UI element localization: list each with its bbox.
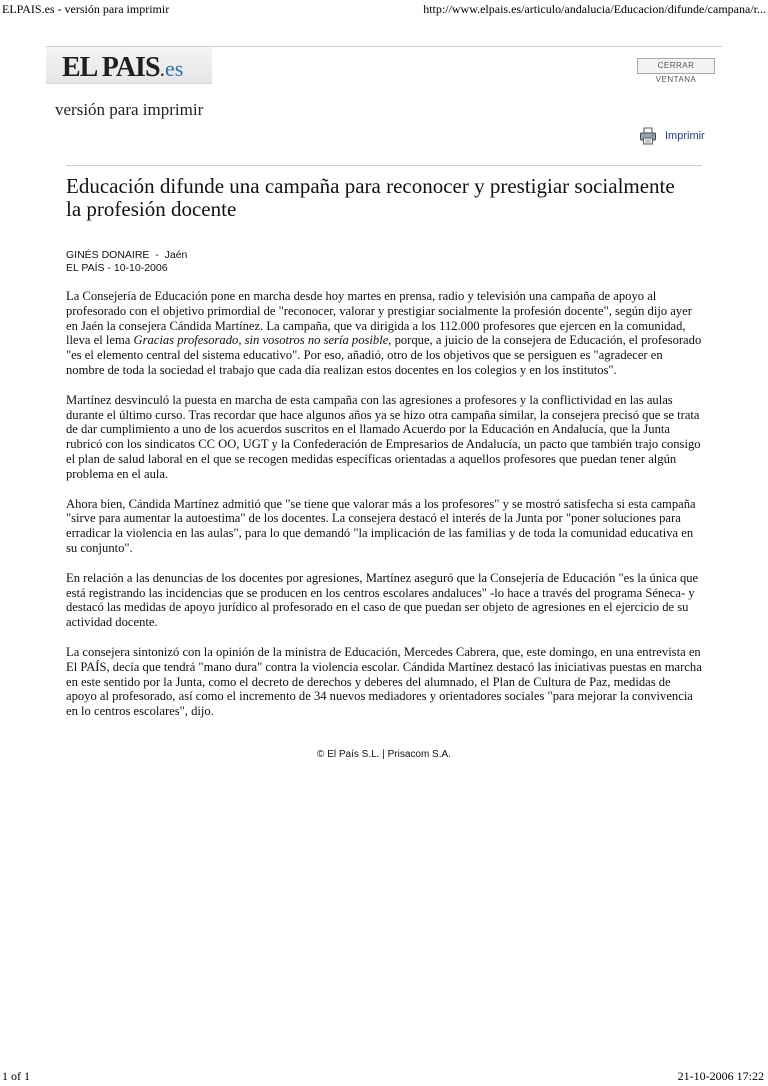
- paragraph-2: Martínez desvinculó la puesta en marcha de esta campaña con las agresiones a profesores y la conflictividad en las aulas durante el último curso. Tras recordar que hace algunos años ya se hizo otra campaña similar, la consejera precisó que se trata de dar cumplimiento a uno de los acuerdos suscritos en el llamado Acuerdo por la Educación en Andalucía, que la Junta rubricó con los sindicatos CC OO, UGT y la Confederación de Empresarios de Andalucía, un pacto que también trajo consigo el plan de salud laboral en el que se recogen medidas específicas orientadas a aquellos profesores que puedan tener algún problema en el aula.: [66, 392, 701, 481]
- page-count: 1 of 1: [2, 1069, 30, 1083]
- print-version-label: versión para imprimir: [55, 100, 204, 119]
- print-header-url: http://www.elpais.es/articulo/andalucia/Educacion/difunde/campana/r...: [423, 2, 766, 16]
- print-link-label: Imprimir: [665, 130, 705, 142]
- elpais-logo[interactable]: [62, 52, 183, 84]
- logo-dot: .: [159, 56, 166, 81]
- print-footer: [0, 1068, 768, 1086]
- print-header-title: ELPAIS.es - versión para imprimir: [2, 2, 170, 16]
- logo-main: EL PAIS: [62, 52, 160, 83]
- paragraph-1: [66, 289, 702, 378]
- author: GINÉS DONAIRE: [66, 249, 150, 261]
- logo-banner: [46, 47, 212, 84]
- copyright-notice: © El País S.L. | Prisacom S.A.: [317, 749, 451, 760]
- print-header: [0, 0, 768, 20]
- paragraph-5: La consejera sintonizó con la opinión de la ministra de Educación, Mercedes Cabrera, que, este domingo, en una entrevista en El PAÍS, decía que tendrá "mano dura" contra la violencia escolar. Cándida Martínez destacó las iniciativas puestas en marcha en este sentido por la Junta, como el decreto de derechos y deberes del alumnado, el Plan de Cultura de Paz, medidas de apoyo al profesorado, así como el incremento de 34 nuevos mediadores y orientadores sociales "para mejorar la convivencia en lo centros escolares", dijo.: [66, 644, 702, 719]
- byline-separator: -: [155, 249, 159, 261]
- header-divider: [66, 165, 702, 166]
- printer-icon: [639, 127, 657, 145]
- paragraph-4: En relación a las denuncias de los docentes por agresiones, Martínez aseguró que la Consejería de Educación "es la única que está registrando las incidencias que se producen en los centros escolares andaluces" -lo hace a través del programa Séneca- y destacó las medidas de apoyo jurídico al profesorado en el caso de que puedan ser objeto de agresiones en el ejercicio de su actividad docente.: [66, 570, 699, 630]
- article-body: [66, 289, 702, 734]
- author-line: [66, 249, 187, 262]
- print-link[interactable]: [639, 127, 705, 145]
- campaign-motto: Gracias profesorado, sin vosotros no sería posible: [133, 333, 389, 348]
- location: Jaén: [164, 249, 188, 261]
- source-date: EL PAÍS - 10-10-2006: [66, 262, 168, 274]
- paragraph-1-part-b: , porque, a juicio de la consejera de Educación, el profesorado "es el elemento central del sistema educativo". Por eso, añadió, otro de los objetivos que se persiguen es "agradecer en nombre de toda la sociedad el trabajo que cada día realizan estos docentes en los colegios y en los institutos".: [66, 333, 702, 377]
- print-datetime: 21-10-2006 17:22: [677, 1069, 764, 1083]
- byline: [66, 249, 187, 275]
- paragraph-1-part-a: La Consejería de Educación pone en marcha desde hoy martes en prensa, radio y televisión una campaña de apoyo al profesorado con el objetivo primordial de "reconocer, valorar y prestigiar socialmente la profesión docente", según dijo ayer en Jaén la consejera Cándida Martínez. La campaña, que va dirigida a los 112.000 profesores que ejercen en la comunidad, lleva el lema: [66, 289, 692, 348]
- close-window-button[interactable]: CERRAR VENTANA: [637, 58, 715, 74]
- article-headline: Educación difunde una campaña para reconocer y prestigiar socialmente la profesión docente: [66, 174, 675, 221]
- logo-suffix: es: [165, 56, 184, 81]
- paragraph-3: Ahora bien, Cándida Martínez admitió que "se tiene que valorar más a los profesores" y se mostró satisfecha si esta campaña "sirve para aumentar la autoestima" de los docentes. La consejera destacó el interés de la Junta por "poner soluciones para erradicar la violencia en las aulas", para lo que demandó "la implicación de las familias y de toda la comunidad educativa en su conjunto".: [66, 496, 696, 555]
